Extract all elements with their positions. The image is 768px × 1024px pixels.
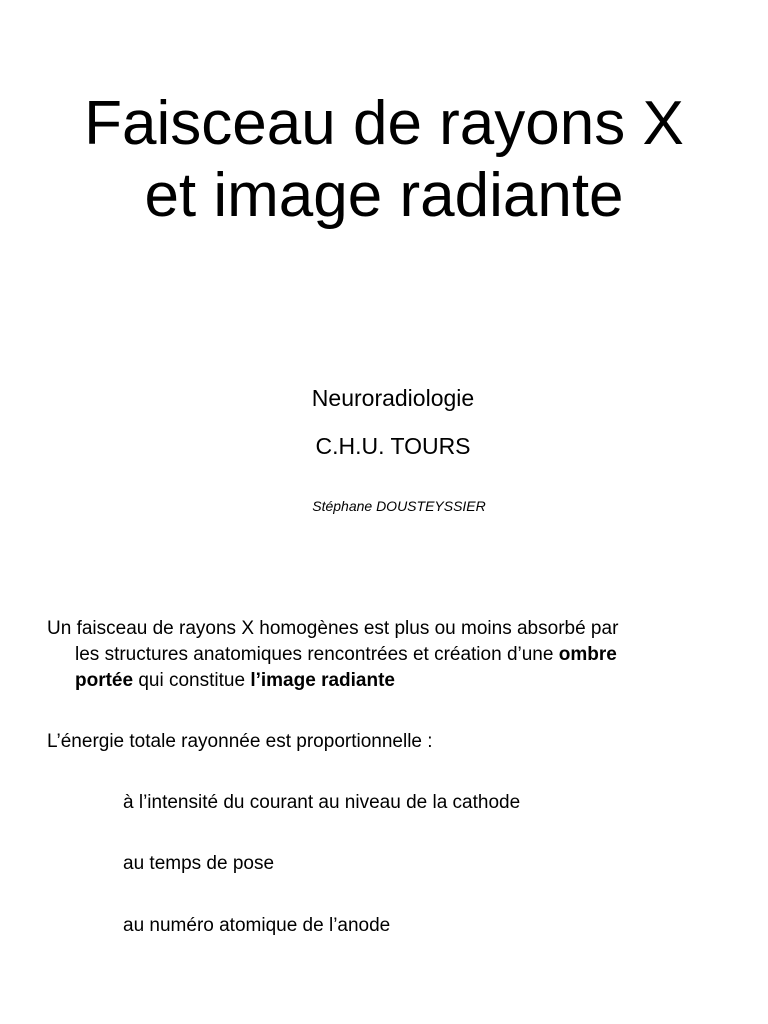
paragraph-1-line-3: qui constitue <box>133 670 251 691</box>
paragraph-1-continuation <box>47 642 727 694</box>
emphasis-ombre: ombre <box>558 644 617 665</box>
list-item: à l’intensité du courant au niveau de la cathode <box>123 792 521 813</box>
author-name: Stéphane DOUSTEYSSIER <box>312 498 486 514</box>
emphasis-portee: portée <box>75 670 134 691</box>
paragraph-radiant-image <box>47 616 727 694</box>
institution-label: C.H.U. TOURS <box>315 433 471 459</box>
list-item: au numéro atomique de l’anode <box>123 915 391 936</box>
department-label: Neuroradiologie <box>311 385 475 411</box>
page-title <box>0 88 768 232</box>
list-item: au temps de pose <box>123 853 275 874</box>
title-line-2: et image radiante <box>144 161 624 230</box>
paragraph-1-line-2: les structures anatomiques rencontrées et création d’une <box>75 644 559 665</box>
emphasis-image-radiante: l’image radiante <box>250 670 395 691</box>
title-line-1: Faisceau de rayons X <box>84 89 684 158</box>
paragraph-1-line-1: Un faisceau de rayons X homogènes est plus ou moins absorbé par <box>47 618 619 639</box>
paragraph-energy: L’énergie totale rayonnée est proportionnelle : <box>47 731 433 752</box>
